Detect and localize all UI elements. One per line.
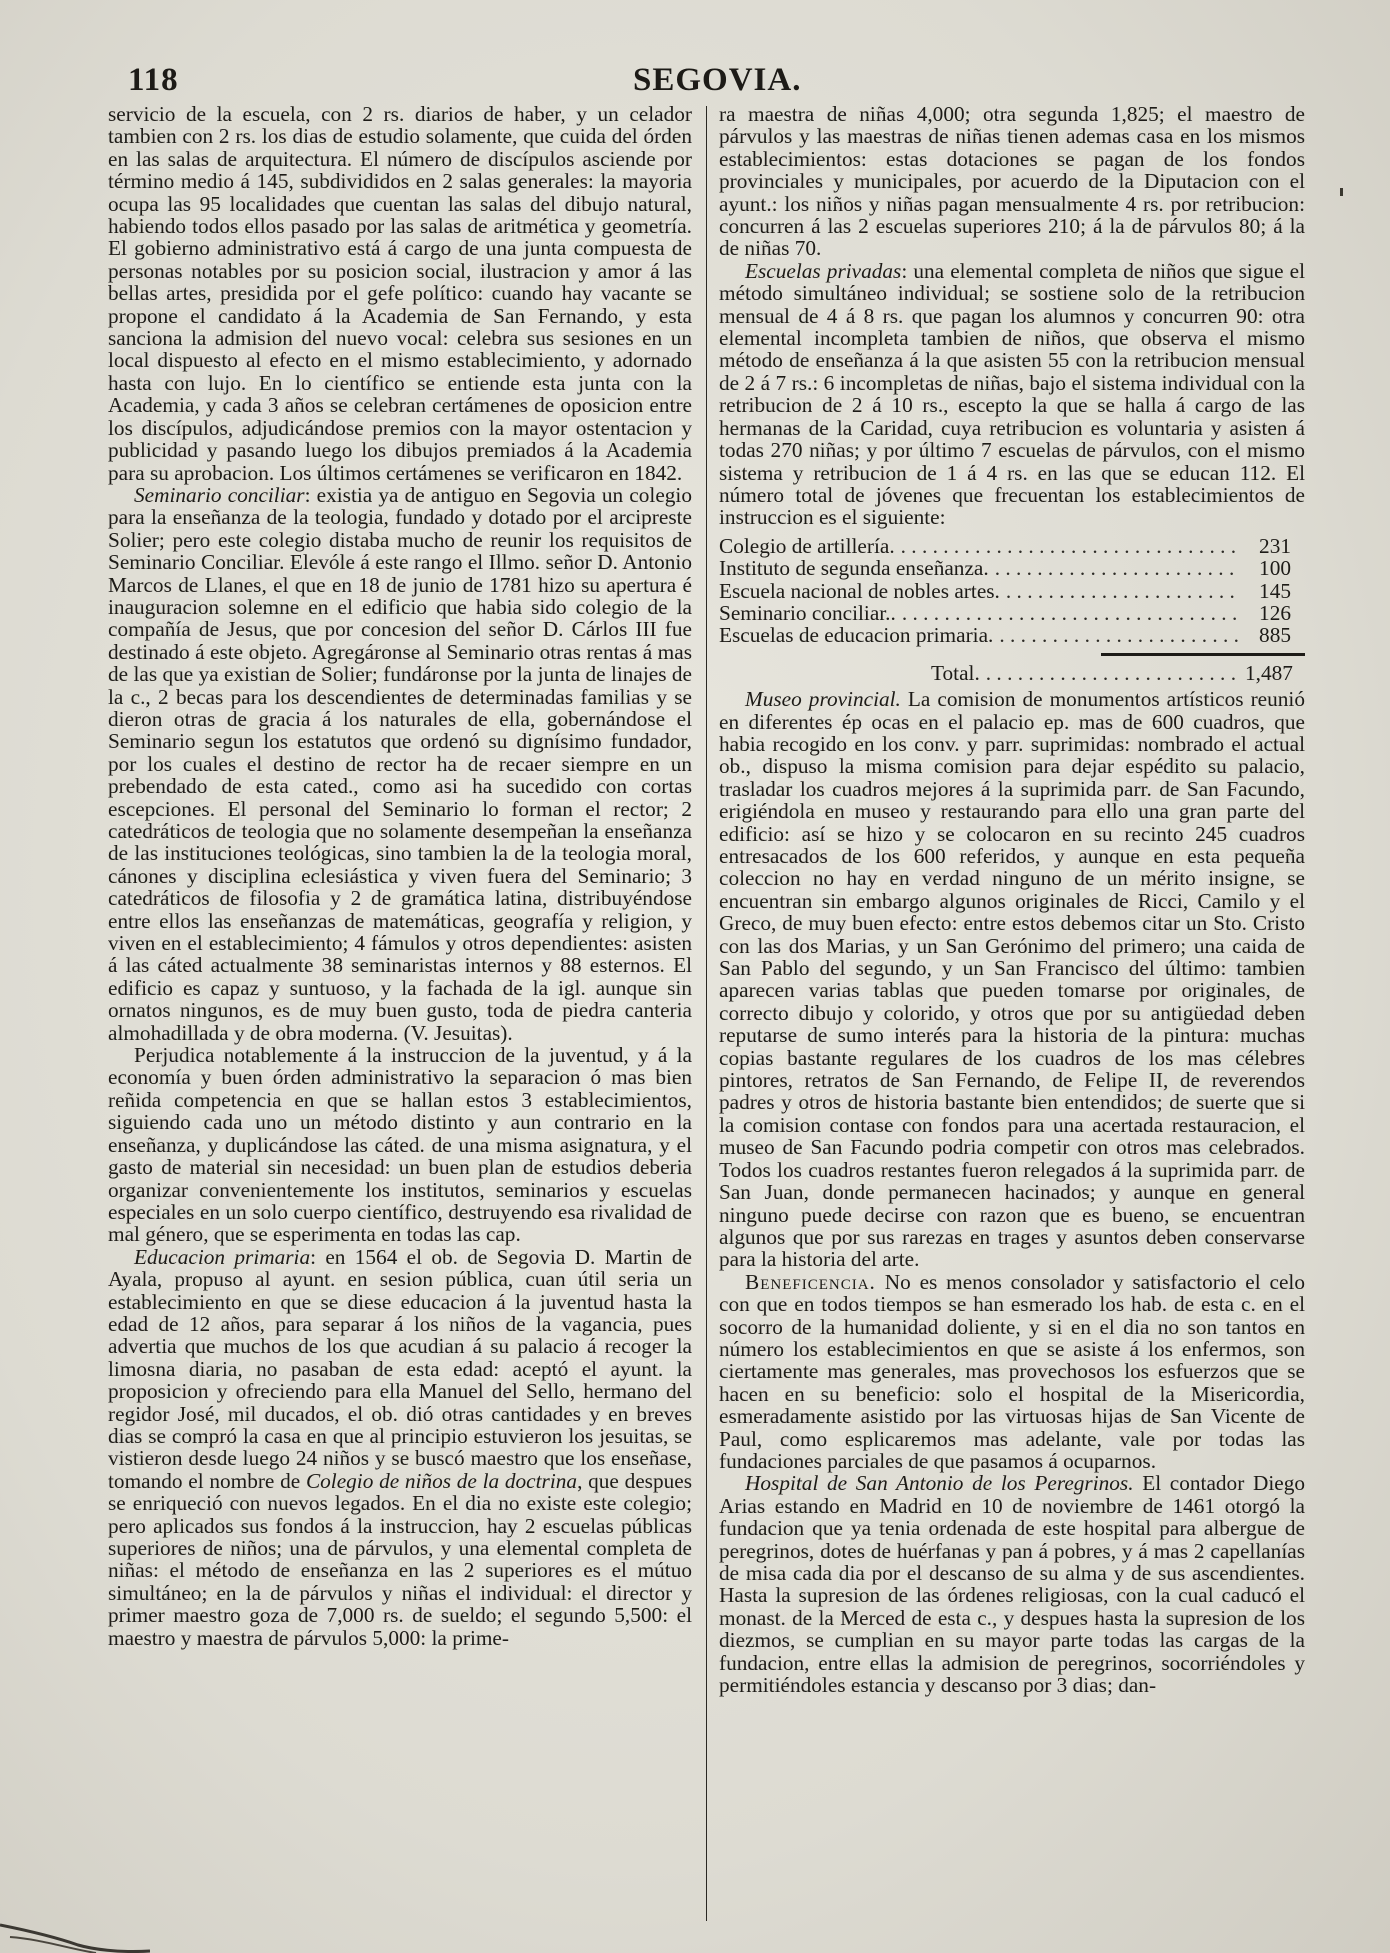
row-value: 100 [1259,556,1291,581]
emphasized-run: Museo provincial. [745,687,901,712]
row-value: 145 [1259,578,1291,603]
total-row [719,662,1305,684]
margin-mark [1340,188,1343,196]
page-number: 118 [128,62,179,98]
table-row [719,557,1305,579]
table-row [719,535,1305,557]
running-title: SEGOVIA. [633,62,802,98]
leader-dots [995,557,1239,579]
text-run: Perjudica notablemente á la instruccion de la juventud, y á la economía y buen órden administrativo la separacion ó mas bien reñida competencia en que se hallan estos 3 establecimientos, siguiendo cada uno un método distinto y aun contrario en la enseñanza, y duplicándose las cáted. de una misma asignatura, y el gasto de material sin necesidad: un buen plan de estudios deberia organizar convenientemente los institutos, seminarios y escuelas especiales en un solo cuerpo científico, destruyendo esa rivalidad de mal género, que se esperimenta en todas las cap. [108,1043,692,1247]
row-label: Escuela nacional de nobles artes. [719,578,1000,603]
paragraph [108,1044,692,1246]
emphasized-run: Hospital de San Antonio de los Peregrinos. [745,1471,1134,1496]
text-run: La comision de monumentos artísticos reunió en diferentes ép ocas en el palacio ep. mas de 600 cuadros, que habia recogido en los conv. y parr. suprimidas: nombrado el actual ob., dispuso la misma comision para dejar espédito su palacio, trasladar los cuadros mejores á la suprimida parr. de San Facundo, erigiéndola en museo y restaurando para ello una gran parte del edificio: así se hizo y se colocaron en su recinto 245 cuadros entresacados de los 600 referidos, y aunque en esta pequeña coleccion no hay en verdad ninguno de un mérito insigne, se encuentran sin embargo algunos originales de Ricci, Camilo y el Greco, de muy buen efecto: entre estos debemos citar un Sto. Cristo con las dos Marias, y un San Gerónimo del primero; una caida de San Pablo del segundo, y un San Francisco del último: tambien aparecen varias tablas que pueden tomarse por originales, de correcto dibujo y colorido, y otros que por su antigüedad deben reputarse de sumo interés para la historia de la pintura: muchas copias bastante regulares de los cuadros de los mas célebres pintores, retratos de San Fernando, de Felipe II, de reverendos padres y otros de historia bastante bien entendidos; de suerte que si la comision contase con fondos para una acertada restauracion, el museo de San Facundo podria competir con otros mas celebrados. Todos los cuadros restantes fueron relegados á la suprimida parr. de San Juan, donde permanecen hacinados; y aunque en general ninguno puede decirse con razon que es bueno, se encuentran algunos que por sus rarezas en trages y asuntos deben conservarse para la historia del arte. [719,687,1305,1272]
leader-dots [1006,580,1239,602]
paragraph [108,484,692,1044]
paragraph [719,1472,1305,1696]
leader-dots [986,662,1239,684]
row-value: 885 [1259,623,1291,648]
total-label: Total. [931,660,980,685]
leader-dots [902,602,1239,624]
table-row [719,580,1305,602]
paragraph [108,103,692,484]
right-column-bottom [719,688,1305,1696]
row-label: Instituto de segunda enseñanza. [719,556,989,581]
emphasized-run: Seminario conciliar [134,482,305,507]
ink-scribble [0,1833,150,1953]
row-label: Escuelas de educacion primaria. [719,623,994,648]
enrollment-table [719,535,1305,684]
text-run: No es menos consolador y satisfactorio el celo con que en todos tiempos se han esmerado los hab. de esta c. en el socorro de la humanidad doliente, y si en el dia no son tantos en número los establecimientos en que se asiste á los enfermos, son ciertamente mas generales, mas provechosos los esfuerzos que se hacen en su beneficio: solo el hospital de la Misericordia, esmeradamente asistido por las virtuosas hijas de San Vicente de Paul, como esplicaremos mas adelante, vale por todas las fundaciones parciales de que pasamos á ocuparnos. [719,1269,1305,1473]
emphasized-run: Beneficencia. [745,1269,876,1294]
paragraph [719,260,1305,529]
paragraph [719,103,1305,260]
row-label: Colegio de artillería. [719,533,895,558]
left-column [108,103,692,1923]
enrollment-rows [719,535,1305,647]
text-run: ra maestra de niñas 4,000; otra segunda 1,825; el maestro de párvulos y las maestras de niñas tienen ademas casa en los mismos establecimientos: estas dotaciones se pagan de los fondos provinciales y municipales, por acuerdo de la Diputacion con el ayunt.: los niños y niñas pagan mensualmente 4 rs. por retribucion: concurren á las 2 escuelas superiores 210; á la de párvulos 80; á la de niñas 70. [719,103,1305,261]
text-run: , que despues se enriqueció con nuevos legados. En el dia no existe este colegio; pero aplicados sus fondos á la instruccion, hay 2 escuelas públicas superiores de niños; una de párvulos, y una elemental completa de niñas: el método de enseñanza en las 2 superiores es el mútuo simultáneo; en la de párvulos y niñas el individual: el director y primer maestro goza de 7,000 rs. de sueldo; el segundo 5,500: el maestro y maestra de párvulos 5,000: la prime- [108,1468,692,1650]
row-value: 231 [1259,533,1291,558]
leader-dots [999,624,1239,646]
left-column-body [108,103,692,1649]
paragraph [108,1246,692,1649]
paragraph [719,1271,1305,1473]
right-column-top [719,103,1305,529]
text-run: : en 1564 el ob. de Segovia D. Martin de Ayala, propuso al ayunt. en sesion pública, cuan útil seria un establecimiento en que se diese educacion á la juventud hasta la edad de 12 años, para separar á los niños de la vagancia, pues advertia que muchos de los que acudian á su palacio á recoger la limosna diaria, no pasaban de esta edad: aceptó el ayunt. la proposicion y ofreciendo para ella Manuel del Sello, hermano del regidor José, mil ducados, el ob. dió otras cantidades y en breves dias se compró la casa en que al principio estuvieron los jesuitas, se vistieron desde luego 24 niños y se buscó maestro que los enseñase, tomando el nombre de [108,1244,692,1493]
row-label: Seminario conciliar.. [719,600,896,625]
leader-dots [901,535,1239,557]
paragraph [719,688,1305,1271]
table-row [719,602,1305,624]
row-value: 126 [1259,600,1291,625]
total-rule [1101,653,1305,656]
total-value: 1,487 [1245,660,1293,685]
emphasized-run: Colegio de niños de la doctrina [305,1468,578,1493]
right-column [719,103,1305,1923]
emphasized-run: Escuelas privadas [745,258,902,283]
page-header [128,62,1308,102]
text-run: : existia ya de antiguo en Segovia un colegio para la enseñanza de la teologia, fundado y dotado por el arcipreste Solier; pero este colegio distaba mucho de reunir los requisitos de Seminario Conciliar. Elevóle á este rango el Illmo. señor D. Antonio Marcos de Llanes, el que en 18 de junio de 1781 hizo su apertura é inauguracion solemne en el edificio que habia sido colegio de la compañía de Jesus, que por concesion del señor D. Cárlos III fue destinado á este objeto. Agregáronse al Seminario otras rentas á mas de las que ya existian de Solier; fundáronse por la junta de linajes de la c., 2 becas para los descendientes de determinadas familias y se dieron otras de gracia á los naturales de ella, gobernándose el Seminario segun los estatutos que ordenó su dignísimo fundador, por los cuales el destino de rector ha de recaer siempre en un prebendado de esta cated., como asi ha sucedido con cortas escepciones. El personal del Seminario lo forman el rector; 2 catedráticos de teologia que no solamente desempeñan la enseñanza de las instituciones teológicas, sino tambien la de la teologia moral, cánones y disciplina eclesiástica y viven fuera del Seminario; 3 catedráticos de filosofia y 2 de gramática latina, distribuyéndose entre ellos las enseñanzas de matemáticas, geografía y religion, y viven en el establecimiento; 4 fámulos y otros dependientes: asisten á las cáted actualmente 38 seminaristas internos y 88 esternos. El edificio es capaz y suntuoso, y la fachada de la igl. aunque sin ornatos ningunos, es de muy buen gusto, toda de piedra canteria almohadillada y de obra moderna. (V. Jesuitas). [108,482,692,1045]
emphasized-run: Educacion primaria [134,1244,311,1269]
text-run: servicio de la escuela, con 2 rs. diarios de haber, y un celador tambien con 2 rs. los dias de estudio solamente, que cuida del órden en las salas de arquitectura. El número de discípulos asciende por término medio á 145, subdivididos en 2 salas generales: la mayoria ocupa las 95 localidades que cuentan las salas del dibujo natural, habiendo todos ellos pasado por las salas de aritmética y geometría. El gobierno administrativo está á cargo de una junta compuesta de personas notables por su posicion social, ilustracion y amor á las bellas artes, presidida por el gefe político: cuando hay vacante se propone el candidato á la Academia de San Fernando, y esta sanciona la admision del nuevo vocal: celebra sus sesiones en un local dispuesto al efecto en el mismo establecimiento, y adornado hasta con lujo. En lo científico se entiende esta junta con la Academia, y cada 3 años se celebran certámenes de oposicion entre los discípulos, adjudicándose premios con la mayor ostentacion y publicidad y pasando luego los dibujos premiados á la Academia para su aprobacion. Los últimos certámenes se verificaron en 1842. [108,103,692,485]
column-divider [706,106,707,1921]
text-run: : una elemental completa de niños que sigue el método simultáneo individual; se sostiene solo de la retribucion mensual de 4 á 8 rs. que pagan los alumnos y concurren 90: otra elemental incompleta tambien de niños, que observa el mismo método de enseñanza á la que asisten 55 con la retribucion mensual de 2 á 7 rs.: 6 incompletas de niñas, bajo el sistema individual con la retribucion de 2 á 10 rs., escepto la que se halla á cargo de las hermanas de la Caridad, cuya retribucion es voluntaria y asisten á todas 270 niñas; y por último 7 escuelas de párvulos, con el mismo sistema y retribucion de 1 á 4 rs. en las que se educan 112. El número total de jóvenes que frecuentan los establecimientos de instruccion es el siguiente: [719,258,1305,530]
text-run: El contador Diego Arias estando en Madrid en 10 de noviembre de 1461 otorgó la fundacion que ya tenia ordenada de este hospital para albergue de peregrinos, dotes de huérfanas y pan á pobres, y á mas 2 capellanías de misa cada dia por el descanso de su alma y de sus ascendientes. Hasta la supresion de las órdenes religiosas, con la cual caducó el monast. de la Merced de esta c., y despues hasta la supresion de los diezmos, se cumplian en su mayor parte todas las cargas de la fundacion, entre ellas la admision de peregrinos, socorriéndoles y permitiéndoles estancia y descanso por 3 dias; dan- [719,1471,1305,1698]
table-row [719,624,1305,646]
